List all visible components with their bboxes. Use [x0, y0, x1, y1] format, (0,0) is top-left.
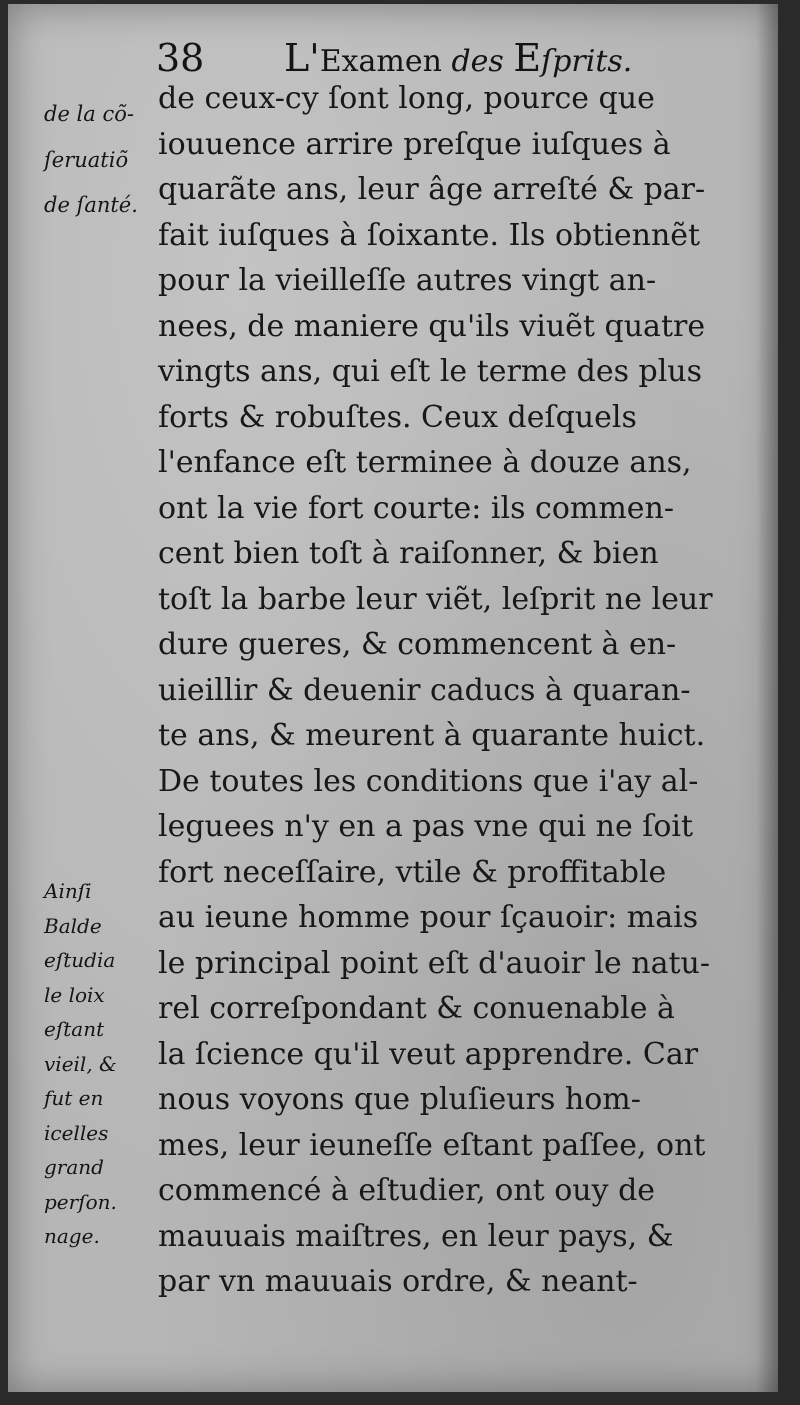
- text-line: toſt la barbe leur viẽt, leſprit ne leur: [158, 581, 713, 617]
- text-line: le principal point eſt d'auoir le natu-: [158, 945, 710, 981]
- margin-notes: [44, 4, 164, 1392]
- margin-note-line: icelles: [44, 1120, 109, 1145]
- text-line: la ſcience qu'il veut apprendre. Car: [158, 1036, 699, 1072]
- running-title-part: E: [513, 36, 542, 80]
- text-line: par vn mauuais ordre, & neant-: [158, 1264, 638, 1299]
- margin-note-line: eſtant: [44, 1017, 105, 1041]
- page-header: [156, 32, 676, 82]
- text-line: l'enfance eſt terminee à douze ans,: [158, 445, 692, 480]
- running-title-part: des: [441, 44, 514, 79]
- text-line: quarãte ans, leur âge arreſté & par-: [158, 172, 706, 207]
- margin-note-health: [44, 92, 164, 229]
- running-title-part: E: [319, 44, 342, 79]
- text-line: de ceux-cy ſont long, pource que: [158, 81, 655, 116]
- text-line: au ieune homme pour ſçauoir: mais: [158, 900, 699, 935]
- text-line: fort neceſſaire, vtile & proffitable: [158, 854, 667, 890]
- text-line: uieillir & deuenir caducs à quaran-: [158, 672, 691, 708]
- margin-note-line: perſon.: [44, 1189, 117, 1214]
- text-line: mauuais maiſtres, en leur pays, &: [158, 1218, 674, 1254]
- text-line: nees, de maniere qu'ils viuẽt quatre: [158, 308, 706, 344]
- text-line: te ans, & meurent à quarante huict.: [158, 718, 706, 753]
- margin-note-line: vieil, &: [44, 1051, 117, 1076]
- margin-note-line: Ainſi: [44, 879, 92, 903]
- text-line: De toutes les conditions que i'ay al-: [158, 763, 699, 799]
- margin-note-line: de ſanté.: [44, 193, 138, 217]
- margin-note-line: nage.: [44, 1224, 100, 1248]
- margin-note-line: eſtudia: [44, 948, 116, 972]
- running-title-part: ſprits.: [541, 44, 633, 79]
- margin-note-line: le loix: [44, 982, 105, 1007]
- text-line: forts & robuſtes. Ceux deſquels: [158, 399, 637, 435]
- margin-note-line: ſeruatiõ: [44, 147, 129, 172]
- page-number: 38: [156, 36, 205, 80]
- text-line: leguees n'y en a pas vne qui ne ſoit: [158, 809, 694, 844]
- margin-note-balde: [44, 874, 164, 1254]
- text-line: rel correſpondant & conuenable à: [158, 991, 675, 1026]
- text-line: mes, leur ieuneſſe eſtant paſſee, ont: [158, 1127, 706, 1163]
- margin-note-line: fut en: [44, 1086, 104, 1110]
- text-line: commencé à eſtudier, ont ouy de: [158, 1173, 656, 1208]
- text-line: ont la vie fort courte: ils commen-: [158, 490, 674, 526]
- margin-note-line: Balde: [44, 913, 102, 938]
- text-line: dure gueres, & commencent à en-: [158, 627, 677, 662]
- text-line: vingts ans, qui eſt le terme des plus: [158, 354, 703, 389]
- text-line: cent bien toſt à raiſonner, & bien: [158, 536, 659, 571]
- page-edge-shadow: [756, 4, 778, 1392]
- main-text: [158, 76, 748, 1305]
- running-title-part: L': [284, 36, 320, 80]
- text-line: pour la vieilleſſe autres vingt an-: [158, 263, 657, 298]
- running-title-part: xamen: [341, 44, 442, 79]
- margin-note-line: grand: [44, 1155, 104, 1179]
- text-line: fait iuſques à ſoixante. Ils obtiennẽt: [158, 217, 701, 253]
- text-line: iouuence arrire preſque iuſques à: [158, 126, 671, 162]
- text-line: nous voyons que pluſieurs hom-: [158, 1082, 641, 1117]
- margin-note-line: de la cõ-: [44, 102, 134, 126]
- book-page: [8, 4, 778, 1392]
